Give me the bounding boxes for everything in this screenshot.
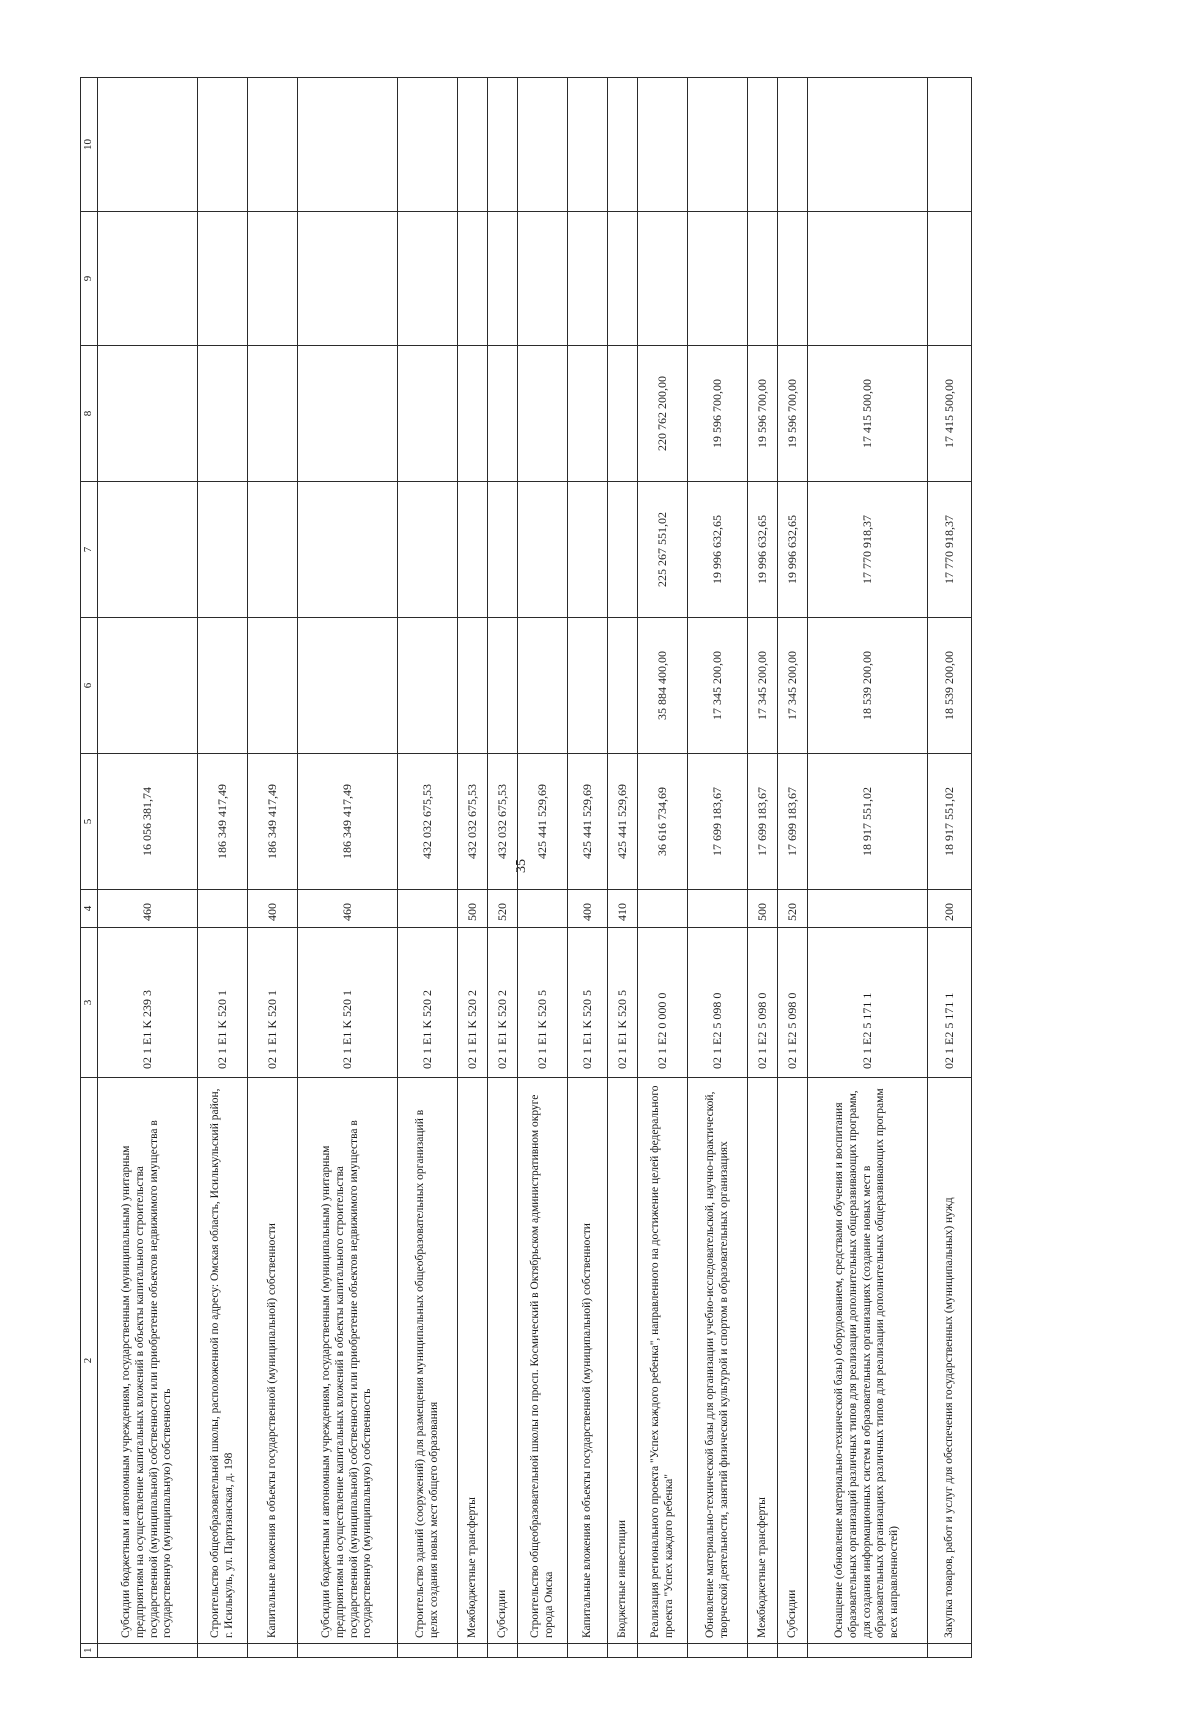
row-col10-cell (638, 78, 688, 212)
row-num-cell (638, 1644, 688, 1658)
row-col5-cell: 432 032 675,53 (398, 754, 458, 890)
row-vr-cell (398, 890, 458, 928)
row-name-cell: Капитальные вложения в объекты государственной (муниципальной) собственности (568, 1078, 608, 1644)
row-col8-cell (568, 346, 608, 482)
row-code-cell: 02 1 E1 K 520 1 (298, 928, 398, 1078)
row-col10-cell (488, 78, 518, 212)
table-body (98, 78, 972, 1658)
row-vr-cell: 520 (488, 890, 518, 928)
row-col9-cell (488, 212, 518, 346)
row-num-cell (568, 1644, 608, 1658)
row-num-cell (458, 1644, 488, 1658)
row-col7-cell (488, 482, 518, 618)
row-name-cell: Обновление материально-технической базы для организации учебно-исследовательской, научно-практической, творческой деятельности, занятий физической культурой и спортом в образовательных организациях (688, 1078, 748, 1644)
row-col9-cell (398, 212, 458, 346)
row-vr-cell: 500 (748, 890, 778, 928)
row-col9-cell (688, 212, 748, 346)
row-col5-cell: 425 441 529,69 (518, 754, 568, 890)
row-code-cell: 02 1 E2 5 171 1 (928, 928, 972, 1078)
row-name-cell: Строительство зданий (сооружений) для размещения муниципальных общеобразовательных организаций в целях создания новых мест общего образования (398, 1078, 458, 1644)
row-col8-cell (488, 346, 518, 482)
row-num-cell (688, 1644, 748, 1658)
row-col7-cell (98, 482, 198, 618)
table-row (928, 78, 972, 1658)
row-code-cell: 02 1 E1 K 520 2 (398, 928, 458, 1078)
header-cell: 5 (81, 754, 98, 890)
row-col10-cell (458, 78, 488, 212)
header-cell: 8 (81, 346, 98, 482)
row-col9-cell (98, 212, 198, 346)
row-num-cell (398, 1644, 458, 1658)
row-name-cell: Капитальные вложения в объекты государственной (муниципальной) собственности (248, 1078, 298, 1644)
row-col8-cell: 220 762 200,00 (638, 346, 688, 482)
row-col5-cell: 186 349 417,49 (298, 754, 398, 890)
row-code-cell: 02 1 E1 K 520 2 (458, 928, 488, 1078)
table-row (398, 78, 458, 1658)
row-num-cell (748, 1644, 778, 1658)
row-col5-cell: 18 917 551,02 (928, 754, 972, 890)
row-col10-cell (928, 78, 972, 212)
row-col6-cell (248, 618, 298, 754)
row-col5-cell: 432 032 675,53 (458, 754, 488, 890)
row-name-cell: Субсидии (488, 1078, 518, 1644)
row-col7-cell (398, 482, 458, 618)
table-row (778, 78, 808, 1658)
row-num-cell (298, 1644, 398, 1658)
row-col8-cell (398, 346, 458, 482)
budget-table (80, 77, 972, 1658)
table-row (748, 78, 778, 1658)
row-col6-cell (518, 618, 568, 754)
row-col5-cell: 425 441 529,69 (608, 754, 638, 890)
row-col7-cell: 19 996 632,65 (748, 482, 778, 618)
row-col7-cell: 19 996 632,65 (688, 482, 748, 618)
row-col7-cell (568, 482, 608, 618)
row-col6-cell (298, 618, 398, 754)
table-row (98, 78, 198, 1658)
row-name-cell: Оснащение (обновление материально-технической базы) оборудованием, средствами обучения и воспитания образовательных организаций различных типов для реализации дополнительных общеразвивающих программ, для создания информационных систем в образовательных организациях (создание новых мест в образовательных организациях различных типов для реализации дополнительных общеразвивающих программ всех направленностей) (808, 1078, 928, 1644)
row-name-cell: Межбюджетные трансферты (458, 1078, 488, 1644)
row-col5-cell: 16 056 381,74 (98, 754, 198, 890)
row-code-cell: 02 1 E2 5 098 0 (778, 928, 808, 1078)
row-col9-cell (638, 212, 688, 346)
row-col8-cell (298, 346, 398, 482)
row-col7-cell: 225 267 551,02 (638, 482, 688, 618)
table-row (518, 78, 568, 1658)
row-vr-cell: 200 (928, 890, 972, 928)
row-vr-cell: 400 (248, 890, 298, 928)
row-col6-cell: 17 345 200,00 (778, 618, 808, 754)
row-col5-cell: 425 441 529,69 (568, 754, 608, 890)
header-cell: 2 (81, 1078, 98, 1644)
row-name-cell: Строительство общеобразовательной школы, расположенной по адресу: Омская область, Исилькульский район, г. Исилькуль, ул. Партизанская, д. 198 (198, 1078, 248, 1644)
header-cell: 7 (81, 482, 98, 618)
row-col8-cell (198, 346, 248, 482)
row-col10-cell (778, 78, 808, 212)
row-col9-cell (248, 212, 298, 346)
row-col10-cell (748, 78, 778, 212)
row-code-cell: 02 1 E1 K 520 5 (608, 928, 638, 1078)
row-col6-cell (568, 618, 608, 754)
row-col10-cell (98, 78, 198, 212)
header-cell: 1 (81, 1644, 98, 1658)
row-vr-cell: 400 (568, 890, 608, 928)
row-col8-cell (458, 346, 488, 482)
header-cell: 4 (81, 890, 98, 928)
row-col6-cell (488, 618, 518, 754)
row-col7-cell: 17 770 918,37 (928, 482, 972, 618)
row-col8-cell (608, 346, 638, 482)
table-row (688, 78, 748, 1658)
row-col9-cell (458, 212, 488, 346)
row-col7-cell (518, 482, 568, 618)
row-code-cell: 02 1 E2 5 171 1 (808, 928, 928, 1078)
header-cell: 9 (81, 212, 98, 346)
row-col10-cell (568, 78, 608, 212)
table-row (248, 78, 298, 1658)
row-col6-cell: 17 345 200,00 (748, 618, 778, 754)
row-col6-cell (198, 618, 248, 754)
table-row (608, 78, 638, 1658)
row-col5-cell: 186 349 417,49 (248, 754, 298, 890)
row-col5-cell: 18 917 551,02 (808, 754, 928, 890)
row-col7-cell (458, 482, 488, 618)
row-col9-cell (198, 212, 248, 346)
header-cell: 3 (81, 928, 98, 1078)
row-name-cell: Реализация регионального проекта "Успех каждого ребенка", направленного на достижение целей федерального проекта "Успех каждого ребенка" (638, 1078, 688, 1644)
row-vr-cell (688, 890, 748, 928)
row-vr-cell (198, 890, 248, 928)
header-row (81, 78, 98, 1658)
row-col10-cell (608, 78, 638, 212)
row-col6-cell: 35 884 400,00 (638, 618, 688, 754)
table-row (198, 78, 248, 1658)
table-row (488, 78, 518, 1658)
row-name-cell: Строительство общеобразовательной школы по просп. Космический в Октябрьском административном округе города Омска (518, 1078, 568, 1644)
row-num-cell (518, 1644, 568, 1658)
row-col6-cell (98, 618, 198, 754)
row-col9-cell (298, 212, 398, 346)
row-num-cell (98, 1644, 198, 1658)
row-col8-cell: 19 596 700,00 (748, 346, 778, 482)
header-cell: 6 (81, 618, 98, 754)
row-col6-cell: 18 539 200,00 (808, 618, 928, 754)
row-col8-cell (98, 346, 198, 482)
row-col7-cell: 19 996 632,65 (778, 482, 808, 618)
row-num-cell (608, 1644, 638, 1658)
row-vr-cell: 500 (458, 890, 488, 928)
row-col9-cell (928, 212, 972, 346)
row-col10-cell (398, 78, 458, 212)
row-num-cell (928, 1644, 972, 1658)
row-col9-cell (518, 212, 568, 346)
row-code-cell: 02 1 E1 K 520 1 (198, 928, 248, 1078)
row-col5-cell: 17 699 183,67 (778, 754, 808, 890)
row-num-cell (198, 1644, 248, 1658)
header-cell: 10 (81, 78, 98, 212)
table-row (568, 78, 608, 1658)
row-vr-cell (638, 890, 688, 928)
table-row (638, 78, 688, 1658)
row-vr-cell: 460 (98, 890, 198, 928)
row-col5-cell: 36 616 734,69 (638, 754, 688, 890)
row-code-cell: 02 1 E2 0 000 0 (638, 928, 688, 1078)
rotated-page (80, 78, 1080, 1658)
row-col5-cell: 186 349 417,49 (198, 754, 248, 890)
row-name-cell: Субсидии бюджетным и автономным учреждениям, государственным (муниципальным) унитарным предприятиям на осуществление капитальных вложений в объекты капитального строительства государственной (муниципальной) собственности или приобретение объектов недвижимого имущества в государственную (муниципальную) собственность (98, 1078, 198, 1644)
row-vr-cell (808, 890, 928, 928)
row-col8-cell: 17 415 500,00 (928, 346, 972, 482)
row-col5-cell: 17 699 183,67 (688, 754, 748, 890)
row-col9-cell (778, 212, 808, 346)
row-col10-cell (248, 78, 298, 212)
row-col6-cell (608, 618, 638, 754)
row-col6-cell: 18 539 200,00 (928, 618, 972, 754)
row-name-cell: Межбюджетные трансферты (748, 1078, 778, 1644)
row-vr-cell: 460 (298, 890, 398, 928)
row-vr-cell: 410 (608, 890, 638, 928)
row-num-cell (778, 1644, 808, 1658)
row-col10-cell (688, 78, 748, 212)
row-col7-cell (248, 482, 298, 618)
row-col10-cell (808, 78, 928, 212)
row-col6-cell (458, 618, 488, 754)
row-col8-cell: 19 596 700,00 (778, 346, 808, 482)
row-col10-cell (298, 78, 398, 212)
row-num-cell (808, 1644, 928, 1658)
row-vr-cell: 520 (778, 890, 808, 928)
row-col9-cell (808, 212, 928, 346)
row-vr-cell (518, 890, 568, 928)
row-code-cell: 02 1 E1 K 520 1 (248, 928, 298, 1078)
row-col7-cell (298, 482, 398, 618)
row-num-cell (248, 1644, 298, 1658)
row-name-cell: Бюджетные инвестиции (608, 1078, 638, 1644)
row-code-cell: 02 1 E1 K 520 5 (518, 928, 568, 1078)
row-col8-cell (518, 346, 568, 482)
page-number: 35 (514, 859, 529, 873)
row-col7-cell (608, 482, 638, 618)
row-code-cell: 02 1 E2 5 098 0 (688, 928, 748, 1078)
row-col9-cell (748, 212, 778, 346)
row-code-cell: 02 1 E2 5 098 0 (748, 928, 778, 1078)
row-num-cell (488, 1644, 518, 1658)
row-col8-cell (248, 346, 298, 482)
row-col7-cell: 17 770 918,37 (808, 482, 928, 618)
row-code-cell: 02 1 E1 K 239 3 (98, 928, 198, 1078)
row-col9-cell (568, 212, 608, 346)
row-col10-cell (518, 78, 568, 212)
row-col5-cell: 17 699 183,67 (748, 754, 778, 890)
row-col6-cell: 17 345 200,00 (688, 618, 748, 754)
row-col5-cell: 432 032 675,53 (488, 754, 518, 890)
row-name-cell: Субсидии бюджетным и автономным учреждениям, государственным (муниципальным) унитарным предприятиям на осуществление капитальных вложений в объекты капитального строительства государственной (муниципальной) собственности или приобретение объектов недвижимого имущества в государственную (муниципальную) собственность (298, 1078, 398, 1644)
row-col6-cell (398, 618, 458, 754)
row-code-cell: 02 1 E1 K 520 5 (568, 928, 608, 1078)
row-code-cell: 02 1 E1 K 520 2 (488, 928, 518, 1078)
table-row (298, 78, 398, 1658)
row-name-cell: Закупка товаров, работ и услуг для обеспечения государственных (муниципальных) нужд (928, 1078, 972, 1644)
row-name-cell: Субсидии (778, 1078, 808, 1644)
table-row (808, 78, 928, 1658)
row-col9-cell (608, 212, 638, 346)
row-col10-cell (198, 78, 248, 212)
row-col7-cell (198, 482, 248, 618)
row-col8-cell: 17 415 500,00 (808, 346, 928, 482)
table-row (458, 78, 488, 1658)
row-col8-cell: 19 596 700,00 (688, 346, 748, 482)
